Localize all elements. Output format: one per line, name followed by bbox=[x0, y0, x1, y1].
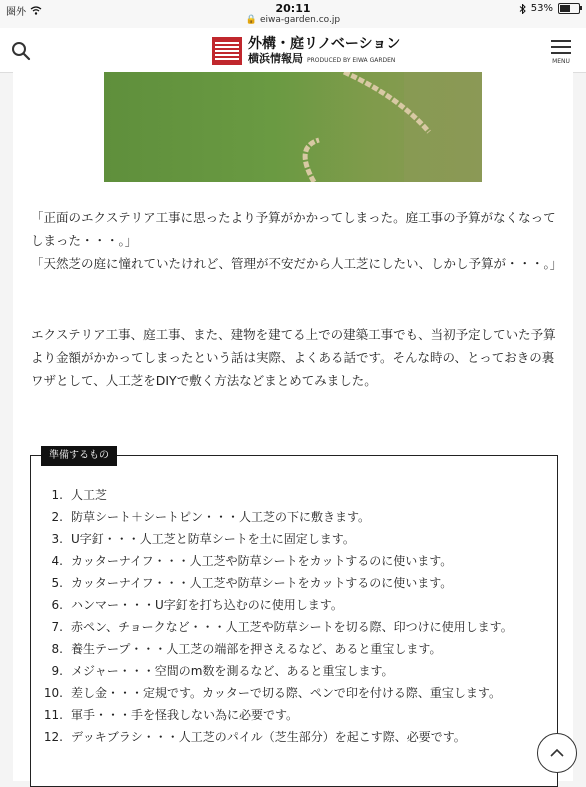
list-item: 2. 防草シート＋シートピン・・・人工芝の下に敷きます。 bbox=[51, 510, 371, 524]
search-button[interactable] bbox=[10, 40, 32, 62]
intro-quote-1: 「正面のエクステリア工事に思ったより予算がかかってしまった。庭工事の予算がなくなってしまった・・・。」 bbox=[31, 210, 556, 248]
battery-percent: 53% bbox=[530, 3, 553, 14]
menu-button[interactable] bbox=[548, 38, 574, 68]
prep-list-title: 準備するもの bbox=[41, 446, 117, 466]
site-header bbox=[0, 28, 586, 73]
grass-rope-illustration bbox=[104, 72, 482, 182]
prep-list-box bbox=[30, 450, 558, 787]
list-item: 4. カッターナイフ・・・人工芝や防草シートをカットするのに使います。 bbox=[51, 554, 453, 568]
list-item: 3. U字釘・・・人工芝と防草シートを土に固定します。 bbox=[51, 532, 355, 546]
address-bar[interactable] bbox=[0, 15, 586, 25]
site-logo[interactable] bbox=[212, 36, 400, 65]
article-card bbox=[13, 72, 573, 781]
hero-image bbox=[104, 72, 482, 182]
list-item: 7. 赤ペン、チョークなど・・・人工芝や防草シートを切る際、印つけに使用します。 bbox=[51, 620, 513, 634]
intro-paragraph bbox=[31, 206, 563, 275]
status-time: 20:11 bbox=[275, 2, 311, 15]
logo-subtitle: 横浜情報局 bbox=[248, 52, 303, 65]
list-item: 8. 養生テープ・・・人工芝の端部を押さえるなど、あると重宝します。 bbox=[51, 642, 442, 656]
carrier-label: 圏外 bbox=[6, 7, 26, 18]
list-item: 12. デッキブラシ・・・人工芝のパイル（芝生部分）を起こす際、必要です。 bbox=[43, 730, 466, 744]
chevron-up-icon bbox=[549, 748, 565, 758]
logo-badge-icon bbox=[212, 37, 242, 65]
logo-produced: PRODUCED BY EIWA GARDEN bbox=[307, 57, 396, 64]
intro-quote-2: 「天然芝の庭に憧れていたけれど、管理が不安だから人工芝にしたい、しかし予算が・・・。」 bbox=[31, 256, 563, 271]
battery-icon bbox=[558, 3, 580, 14]
status-bar bbox=[0, 0, 586, 28]
body-paragraph: エクステリア工事、庭工事、また、建物を建てる上での建築工事でも、当初予定していた予算より金額がかかってしまったという話は実際、よくある話です。そんな時の、とっておきの裏ワザとして、人工芝をDIYで敷く方法などまとめてみました。 bbox=[31, 327, 556, 388]
status-right bbox=[519, 3, 580, 14]
bluetooth-icon bbox=[519, 4, 526, 14]
list-item: 1. 人工芝 bbox=[51, 488, 108, 502]
list-item: 6. ハンマー・・・U字釘を打ち込むのに使用します。 bbox=[51, 598, 343, 612]
list-item: 9. メジャー・・・空間のm数を測るなど、あると重宝します。 bbox=[51, 664, 394, 678]
menu-label: MENU bbox=[552, 58, 570, 65]
address-url: eiwa-garden.co.jp bbox=[259, 15, 341, 25]
logo-title: 外構・庭リノベーション bbox=[248, 36, 401, 52]
list-item: 10. 差し金・・・定規です。カッターで切る際、ペンで印を付ける際、重宝します。 bbox=[43, 686, 501, 700]
list-item: 11. 軍手・・・手を怪我しない為に必要です。 bbox=[43, 708, 299, 722]
lock-icon: 🔒 bbox=[245, 15, 258, 25]
hamburger-icon bbox=[551, 40, 571, 42]
scroll-to-top-button[interactable] bbox=[537, 733, 577, 773]
search-icon bbox=[10, 40, 32, 62]
prep-list bbox=[31, 484, 541, 748]
list-item: 5. カッターナイフ・・・人工芝や防草シートをカットするのに使います。 bbox=[51, 576, 453, 590]
